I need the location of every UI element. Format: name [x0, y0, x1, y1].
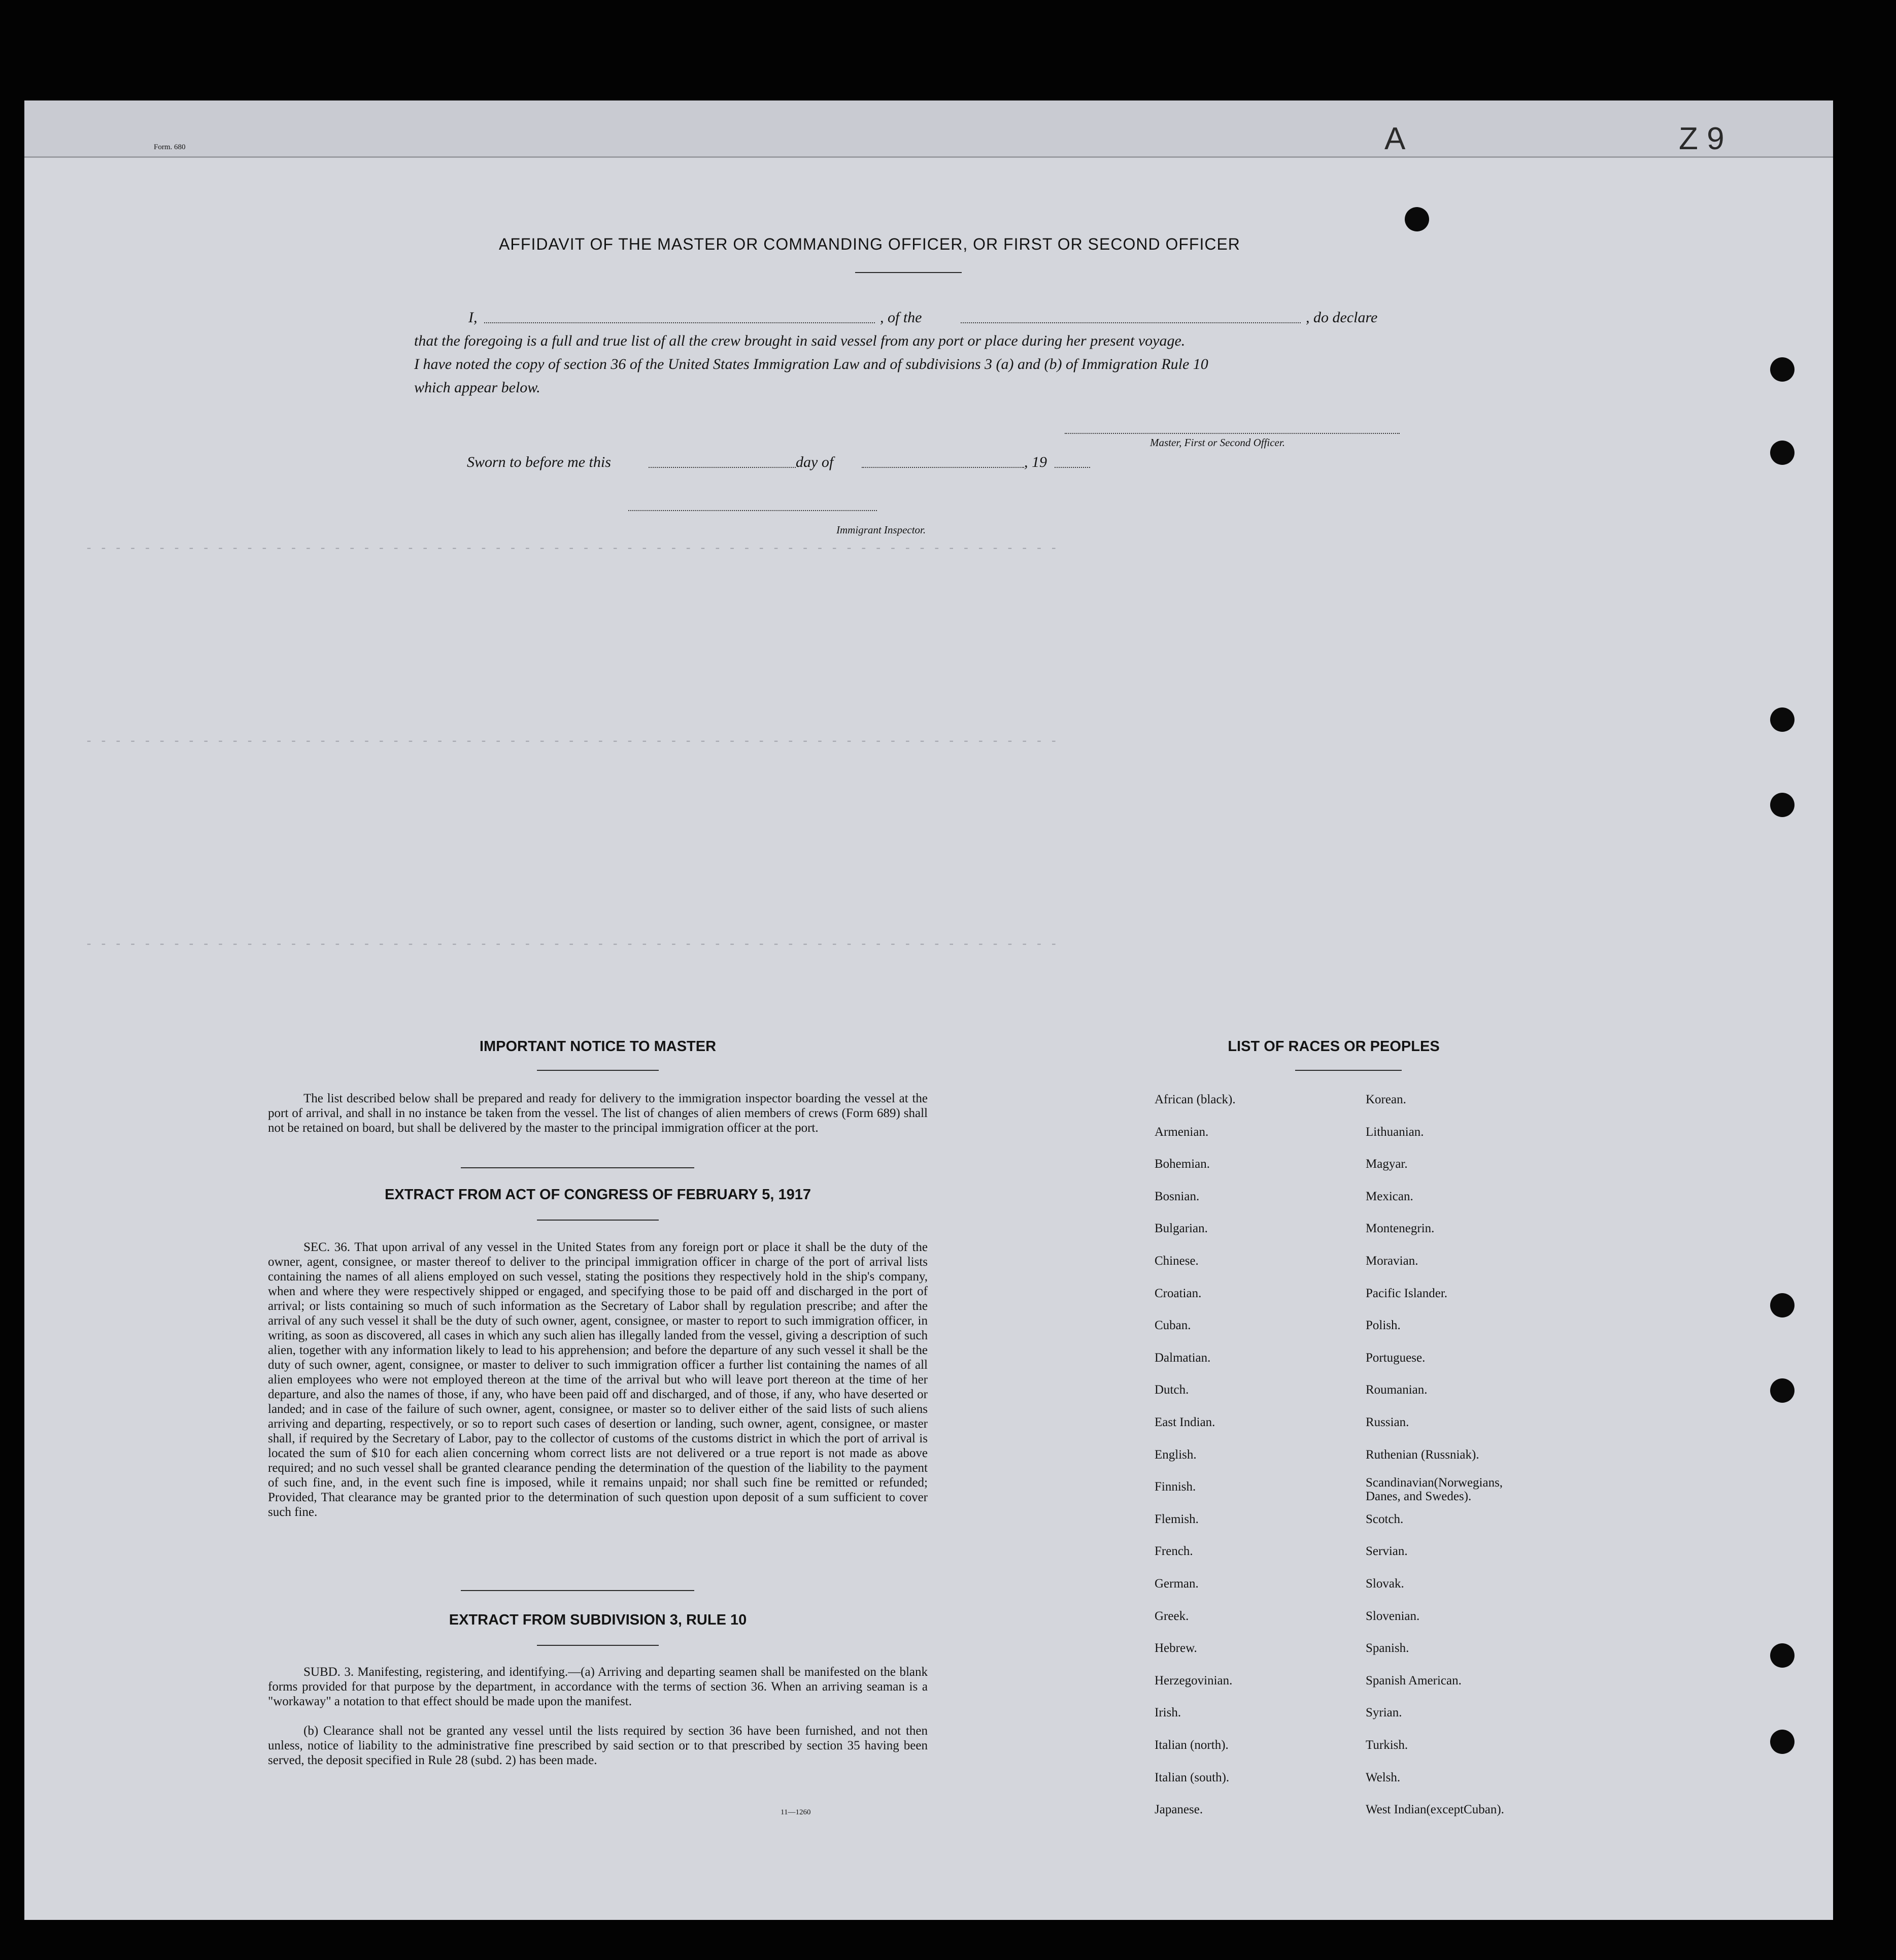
affidavit-declare: , do declare	[1306, 309, 1378, 326]
race-item: Armenian.	[1155, 1125, 1209, 1139]
sworn-year-blank[interactable]	[1055, 467, 1090, 468]
race-item: Spanish American.	[1366, 1673, 1462, 1687]
race-item: Herzegovinian.	[1155, 1673, 1233, 1687]
race-item: Greek.	[1155, 1609, 1189, 1623]
races-rule	[1295, 1070, 1402, 1071]
race-item: Servian.	[1366, 1544, 1408, 1559]
race-item: Dalmatian.	[1155, 1350, 1211, 1365]
race-item: Slovenian.	[1366, 1609, 1420, 1623]
name-blank[interactable]	[484, 322, 875, 323]
corner-mark-left: A	[1384, 121, 1406, 156]
print-code: 11—1260	[781, 1808, 811, 1816]
punch-hole	[1770, 441, 1795, 465]
rule-text-a: SUBD. 3. Manifesting, registering, and identifying.—(a) Arriving and departing seamen shall be manifested on the blank forms provided for that purpose by the department, in accordance with the terms of section 36. When an arriving seaman is a "workaway" a notation to that effect should be made upon the manifest.	[268, 1665, 928, 1708]
race-item: West Indian(exceptCuban).	[1366, 1803, 1504, 1817]
punch-hole	[1770, 793, 1795, 817]
race-item: Korean.	[1366, 1093, 1406, 1106]
sworn-day-of: day of	[796, 454, 834, 470]
punch-hole	[1770, 1730, 1795, 1754]
affidavit-line2: that the foregoing is a full and true list of all the crew brought in said vessel from any port or place during her present voyage.	[414, 332, 1186, 349]
inspector-label: Immigrant Inspector.	[836, 524, 926, 536]
affidavit-of-the: , of the	[880, 309, 922, 326]
affidavit-i: I,	[468, 309, 478, 326]
punch-hole	[1770, 357, 1795, 382]
punch-hole	[1770, 1378, 1795, 1403]
sworn-month-blank[interactable]	[862, 467, 1024, 468]
race-item: Lithuanian.	[1366, 1125, 1424, 1139]
race-item: Italian (south).	[1155, 1770, 1230, 1784]
race-item: Moravian.	[1366, 1254, 1418, 1268]
race-item: East Indian.	[1155, 1415, 1215, 1429]
overlapping-page-edge	[24, 100, 1833, 158]
race-item: Hebrew.	[1155, 1641, 1197, 1655]
race-item: Montenegrin.	[1366, 1222, 1435, 1236]
race-item: Italian (north).	[1155, 1738, 1229, 1752]
race-item: Pacific Islander.	[1366, 1286, 1448, 1300]
punch-hole	[1770, 1293, 1795, 1317]
affidavit-line4: which appear below.	[414, 379, 540, 396]
race-item: Bosnian.	[1155, 1189, 1200, 1203]
race-item: English.	[1155, 1447, 1197, 1462]
punch-hole	[1770, 1643, 1795, 1668]
race-item: African (black).	[1155, 1093, 1236, 1106]
race-item: Polish.	[1366, 1319, 1401, 1333]
race-item: Dutch.	[1155, 1383, 1189, 1397]
race-item: Syrian.	[1366, 1706, 1402, 1720]
sworn-year: , 19	[1024, 454, 1047, 470]
notice-heading: IMPORTANT NOTICE TO MASTER	[479, 1038, 717, 1055]
race-item: Ruthenian (Russniak).	[1366, 1447, 1479, 1462]
inspector-line[interactable]	[628, 510, 877, 511]
race-item: Croatian.	[1155, 1286, 1202, 1300]
race-item: Welsh.	[1366, 1770, 1401, 1784]
race-item: Irish.	[1155, 1706, 1181, 1720]
race-item: Scotch.	[1366, 1512, 1404, 1526]
race-item: Scandinavian(Norwegians, Danes, and Swedes).	[1366, 1476, 1503, 1504]
title-rule	[855, 272, 962, 273]
race-item: Portuguese.	[1366, 1350, 1426, 1365]
corner-mark-right: Z 9	[1679, 121, 1724, 156]
sworn-day-blank[interactable]	[649, 467, 796, 468]
affidavit-title: AFFIDAVIT OF THE MASTER OR COMMANDING OFFICER, OR FIRST OR SECOND OFFICER	[499, 235, 1240, 253]
race-item: Russian.	[1366, 1415, 1409, 1429]
race-item: Mexican.	[1366, 1189, 1413, 1203]
race-item: Flemish.	[1155, 1512, 1199, 1526]
race-item: Chinese.	[1155, 1254, 1199, 1268]
document-sheet: Form. 680 A Z 9 - - - - - - - - - - - - - - - - - - - - - - - - - - - - - - - - - - - - - - - - - - - - - - - - - - - - - - - - - - - - - - - - - - - - - - - - - - - - - - - - - - - - - - - - - - - - - - - - - - - - - - - - - - - - - - - - - - - - - - - - - - - - - - - - - - - - - - - - - - - - - - - - - - - - - - - - - - - - - - - - - - - - - - - - - - - - - - - - - - - - - - - - - - - - - - - - - - - - - - - - - AFFIDAVIT OF THE MASTER OR COMMANDING OFFICER, OR FIRST OR SECOND OFFICER I, , of the , do declare that the foregoing is a full and true list of all the crew brought in said vessel from any port or place during her present voyage. I have noted the copy of section 36 of the United States Immigration Law and of subdivisions 3 (a) and (b) of Immigration Rule 10 which appear below. Master, First or Second Officer. Sworn to before me this day of , 19 Immigrant Inspector. IMPORTANT NOTICE TO MASTER The list described below shall be prepared and ready for delivery to the immigration inspector boarding the vessel at the port of arrival, and shall in no instance be taken from the vessel. The list of changes of alien members of crews (Form 689) shall not be retained on board, but shall be delivered by the master to the principal immigration officer at the port. EXTRACT FROM ACT OF CONGRESS OF FEBRUARY 5, 1917 SEC. 36. That upon arrival of any vessel in the United States from any foreign port or place it shall be the duty of the owner, agent, consignee, or master thereof to deliver to the principal immigration officer in charge of the port of arrival lists containing the names of all aliens employed on such vessel, stating the positions they respectively hold in the ship's company, when and where they were respectively shipped or engaged, and specifying those to be paid off and discharged in the port of arrival; or lists containing so much of such information as the Secretary of Labor shall by regulation prescribe; and after the arrival of any such vessel it shall be the duty of such owner, agent, consignee, or master to report to such immigration officer, in writing, as soon as discovered, all cases in which any such alien has illegally landed from the vessel, giving a description of such alien, together with any information likely to lead to his apprehension; and before the departure of any such vessel it shall be the duty of such owner, agent, consignee, or master to deliver to such immigration officer a further list containing the names of all alien employees who were not employed thereon at the time of the arrival but who will leave port thereon at the time of her departure, and also the names of those, if any, who have been paid off and discharged, and of those, if any, who have deserted or landed; and in case of the failure of such owner, agent, consignee, or master so to deliver either of the said lists of such aliens arriving and departing, respectively, or so to report such cases of desertion or landing, such owner, agent, consignee, or master shall, if required by the Secretary of Labor, pay to the collector of customs of the customs district in which the port of arrival is located the sum of $10 for each alien concerning whom correct lists are not delivered or a true report is not made as above required; and no such vessel shall be granted clearance pending the determination of the question of the liability to the payment of such fine, and, in the event such fine is imposed, while it remains unpaid; nor shall such fine be remitted or refunded; Provided, That clearance may be granted prior to the determination of such question upon deposit of a sum sufficient to cover such fine. EXTRACT FROM SUBDIVISION 3, RULE 10 SUBD. 3. Manifesting, registering, and identifying.—(a) Arriving and departing seamen shall be manifested on the blank forms provided for that purpose by the department, in accordance with the terms of section 36. When an arriving seaman is a "workaway" a notation to that effect should be made upon the manifest. (b) Clearance shall not be granted any vessel until the lists required by section 36 have been furnished, and not then unless, notice of liability to the administrative fine prescribed by said section or to that prescribed by section 35 having been served, the deposit specified in Rule 28 (subd. 2) has been made. 11—1260 LIST OF RACES OR PEOPLES African (black). Armenian. Bohemian. Bosnian. Bulgarian. Chinese. Croatian. Cuban. Dalmatian. Dutch. East Indian. English. Finnish. Flemish. French. German. Greek. Hebrew. Herzegovinian. Irish. Italian (north). Italian (south). Japanese. Korean. Lithuanian. Magyar. Mexican. Montenegrin. Moravian. Pacific Islander. Polish. Portuguese. Roumanian. Russian. Ruthenian (Russniak). Scandinavian(Norwegians, Danes, and Swedes). Scotch. Servian. Slovak. Slovenian. Spanish. Spanish American. Syrian. Turkish. Welsh. West Indian(exceptCuban).	[24, 100, 1833, 1920]
race-item: French.	[1155, 1544, 1193, 1559]
race-item: Bulgarian.	[1155, 1222, 1208, 1236]
race-item: Slovak.	[1366, 1577, 1404, 1591]
race-item: Finnish.	[1155, 1480, 1196, 1494]
race-item: Japanese.	[1155, 1803, 1203, 1817]
signature-line[interactable]	[1065, 433, 1400, 434]
affidavit-line3: I have noted the copy of section 36 of the United States Immigration Law and of subdivisions 3 (a) and (b) of Immigration Rule 10	[414, 356, 1208, 373]
race-item: Bohemian.	[1155, 1157, 1210, 1171]
form-number: Form. 680	[154, 143, 186, 151]
notice-text: The list described below shall be prepared and ready for delivery to the immigration inspector boarding the vessel at the port of arrival, and shall in no instance be taken from the vessel. The list of changes of alien members of crews (Form 689) shall not be retained on board, but shall be delivered by the master to the principal immigration officer at the port.	[268, 1092, 928, 1135]
race-item: Magyar.	[1366, 1157, 1408, 1171]
vessel-blank[interactable]	[961, 322, 1301, 323]
rule-heading: EXTRACT FROM SUBDIVISION 3, RULE 10	[449, 1612, 747, 1628]
race-item: Cuban.	[1155, 1319, 1191, 1333]
act-heading: EXTRACT FROM ACT OF CONGRESS OF FEBRUARY 5, 1917	[384, 1187, 811, 1203]
act-text: SEC. 36. That upon arrival of any vessel in the United States from any foreign port or place it shall be the duty of the owner, agent, consignee, or master thereof to deliver to the principal immigration officer in charge of the port of arrival lists containing the names of all aliens employed on such vessel, stating the positions they respectively hold in the ship's company, when and where they were respectively shipped or engaged, and specifying those to be paid off and discharged in the port of arrival; or lists containing so much of such information as the Secretary of Labor shall by regulation prescribe; and after the arrival of any such vessel it shall be the duty of such owner, agent, consignee, or master to report to such immigration officer, in writing, as soon as discovered, all cases in which any such alien has illegally landed from the vessel, giving a description of such alien, together with any information likely to lead to his apprehension; and before the departure of any such vessel it shall be the duty of such owner, agent, consignee, or master to deliver to such immigration officer a further list containing the names of all alien employees who were not employed thereon at the time of the arrival but who will leave port thereon at the time of her departure, and also the names of those, if any, who have been paid off and discharged, and of those, if any, who have deserted or landed; and in case of the failure of such owner, agent, consignee, or master so to deliver either of the said lists of such aliens arriving and departing, respectively, or so to report such cases of desertion or landing, such owner, agent, consignee, or master shall, if required by the Secretary of Labor, pay to the collector of customs of the customs district in which the port of arrival is located the sum of $10 for each alien concerning whom correct lists are not delivered or a true report is not made as above required; and no such vessel shall be granted clearance pending the determination of the question of the liability to the payment of such fine, and, in the event such fine is imposed, while it remains unpaid; nor shall such fine be remitted or refunded; Provided, That clearance may be granted prior to the determination of such question upon deposit of a sum sufficient to cover such fine.	[268, 1240, 928, 1519]
signature-label: Master, First or Second Officer.	[1150, 436, 1285, 449]
race-item: German.	[1155, 1577, 1199, 1591]
punch-hole	[1405, 207, 1429, 231]
race-item: Turkish.	[1366, 1738, 1408, 1752]
race-item: Roumanian.	[1366, 1383, 1428, 1397]
race-item: Spanish.	[1366, 1641, 1409, 1655]
punch-hole	[1770, 707, 1795, 732]
sworn-prefix: Sworn to before me this	[467, 454, 611, 470]
rule-text-b: (b) Clearance shall not be granted any vessel until the lists required by section 36 have been furnished, and not then unless, notice of liability to the administrative fine prescribed by said section or to that prescribed by section 35 having been served, the deposit specified in Rule 28 (subd. 2) has been made.	[268, 1724, 928, 1767]
races-heading: LIST OF RACES OR PEOPLES	[1228, 1038, 1440, 1055]
rule-rule	[537, 1645, 659, 1646]
notice-rule	[537, 1070, 659, 1071]
act-rule	[537, 1220, 659, 1221]
section-rule	[461, 1167, 694, 1168]
section-rule-2	[461, 1590, 694, 1591]
